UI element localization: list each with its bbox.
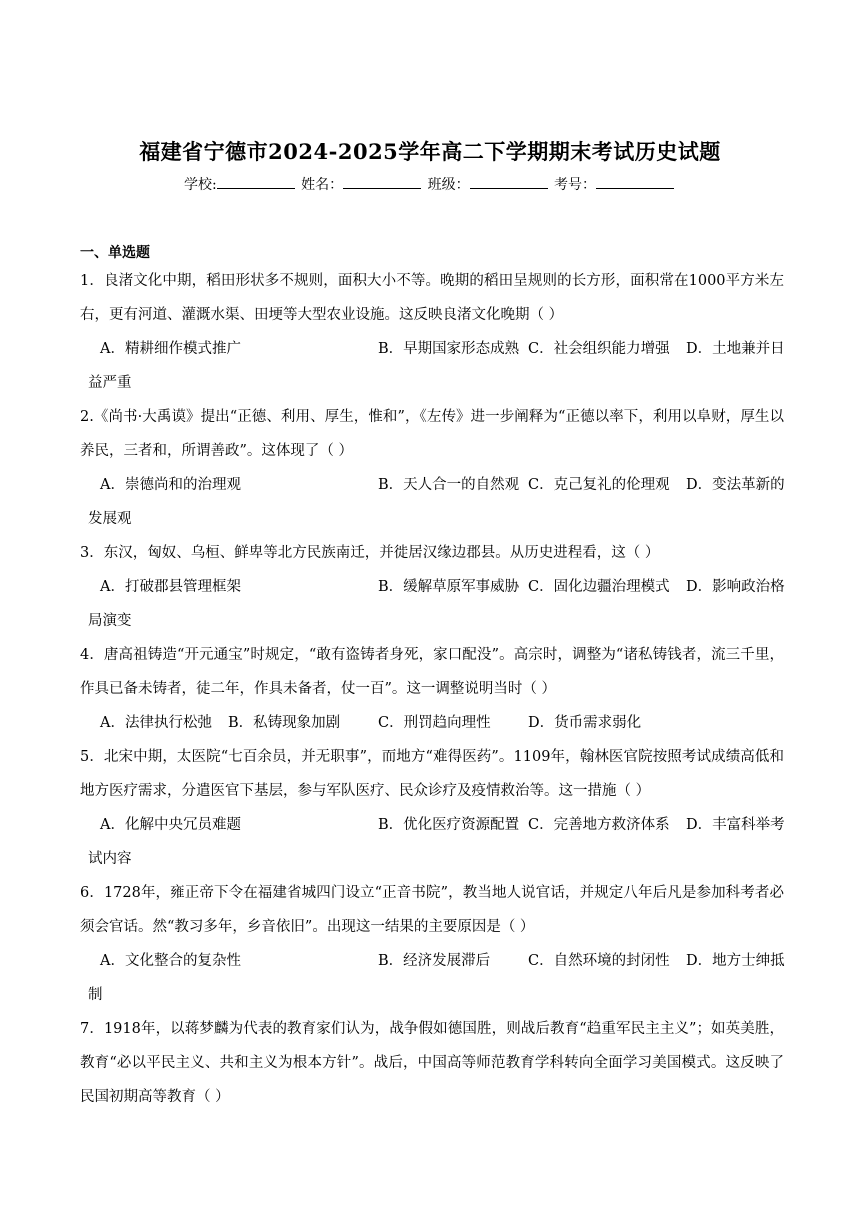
option-b[interactable]: B．缓解草原军事威胁	[378, 579, 520, 595]
option-b[interactable]: B．优化医疗资源配置	[378, 817, 520, 833]
option-a[interactable]: A．精耕细作模式推广	[100, 341, 241, 357]
option-b[interactable]: B．私铸现象加剧	[228, 715, 341, 731]
options	[80, 332, 784, 400]
option-c[interactable]: C．刑罚趋向理性	[378, 715, 491, 731]
examno-blank[interactable]	[596, 176, 674, 189]
info-field-class: 班级：	[428, 174, 550, 194]
option-d[interactable]: D．丰富科举考	[686, 817, 785, 833]
option-d-continuation: 试内容	[88, 851, 132, 867]
option-b[interactable]: B．经济发展滞后	[378, 953, 491, 969]
option-a[interactable]: A．打破郡县管理框架	[100, 579, 241, 595]
info-field-examno: 考号：	[554, 174, 676, 194]
name-blank[interactable]	[343, 176, 421, 189]
option-c[interactable]: C．自然环境的封闭性	[528, 953, 670, 969]
option-d-continuation: 发展观	[88, 511, 132, 527]
question-list	[80, 264, 784, 1114]
option-d[interactable]: D．变法革新的	[686, 477, 785, 493]
question-3	[80, 536, 784, 638]
question-6	[80, 876, 784, 1012]
option-c[interactable]: C．固化边疆治理模式	[528, 579, 670, 595]
option-a[interactable]: A．崇德尚和的治理观	[100, 477, 241, 493]
option-a[interactable]: A．法律执行松弛	[100, 715, 212, 731]
question-stem: 3．东汉，匈奴、乌桓、鲜卑等北方民族南迁，并徙居汉缘边郡县。从历史进程看，这（ ）	[80, 545, 660, 561]
question-1	[80, 264, 784, 400]
question-5	[80, 740, 784, 876]
option-c[interactable]: C．克己复礼的伦理观	[528, 477, 670, 493]
option-c[interactable]: C．社会组织能力增强	[528, 341, 670, 357]
option-c[interactable]: C．完善地方救济体系	[528, 817, 670, 833]
question-7	[80, 1012, 784, 1114]
option-a[interactable]: A．文化整合的复杂性	[100, 953, 241, 969]
info-field-name: 姓名：	[301, 174, 423, 194]
section-heading: 一、单选题	[80, 245, 150, 261]
options	[80, 706, 784, 740]
option-a[interactable]: A．化解中央冗员难题	[100, 817, 241, 833]
option-b[interactable]: B．天人合一的自然观	[378, 477, 520, 493]
option-d[interactable]: D．货币需求弱化	[528, 715, 642, 731]
school-blank[interactable]	[217, 176, 295, 189]
question-4	[80, 638, 784, 740]
class-blank[interactable]	[470, 176, 548, 189]
options	[80, 468, 784, 536]
question-stem: 2.《尚书·大禹谟》提出“正德、利用、厚生，惟和”，《左传》进一步阐释为“正德以率下，利用以阜财，厚生以养民，三者和，所谓善政”。这体现了（ ）	[80, 409, 784, 459]
option-d[interactable]: D．影响政治格	[686, 579, 785, 595]
info-field-school: 学校:	[184, 174, 297, 194]
question-stem: 1．良渚文化中期，稻田形状多不规则，面积大小不等。晚期的稻田呈规则的长方形，面积常在1000平方米左右，更有河道、灌溉水渠、田埂等大型农业设施。这反映良渚文化晚期（ ）	[80, 273, 784, 323]
options	[80, 808, 784, 876]
option-d-continuation: 制	[88, 987, 103, 1003]
question-stem: 6．1728年，雍正帝下令在福建省城四门设立“正音书院”，教当地人说官话，并规定八年后凡是参加科考者必须会官话。然“教习多年，乡音依旧”。出现这一结果的主要原因是（ ）	[80, 885, 784, 935]
question-stem: 5．北宋中期，太医院“七百余员，并无职事”，而地方“难得医药”。1109年，翰林医官院按照考试成绩高低和地方医疗需求，分遣医官下基层，参与军队医疗、民众诊疗及疫情救治等。这一措施（ ）	[80, 749, 784, 799]
options	[80, 570, 784, 638]
student-info-line	[0, 174, 860, 194]
question-stem: 4．唐高祖铸造“开元通宝”时规定，“敢有盗铸者身死，家口配没”。高宗时，调整为“诸私铸钱者，流三千里，作具已备未铸者，徒二年，作具未备者，仗一百”。这一调整说明当时（ ）	[80, 647, 784, 697]
option-d[interactable]: D．土地兼并日	[686, 341, 785, 357]
option-d-continuation: 益严重	[88, 375, 132, 391]
option-d[interactable]: D．地方士绅抵	[686, 953, 785, 969]
options	[80, 944, 784, 1012]
option-d-continuation: 局演变	[88, 613, 132, 629]
question-stem: 7．1918年，以蒋梦麟为代表的教育家们认为，战争假如德国胜，则战后教育“趋重军民主主义”；如英美胜，教育“必以平民主义、共和主义为根本方针”。战后，中国高等师范教育学科转向全面学习美国模式。这反映了民国初期高等教育（ ）	[80, 1021, 784, 1105]
option-b[interactable]: B．早期国家形态成熟	[378, 341, 520, 357]
question-2	[80, 400, 784, 536]
page-title: 福建省宁德市2024-2025学年高二下学期期末考试历史试题	[139, 139, 721, 164]
